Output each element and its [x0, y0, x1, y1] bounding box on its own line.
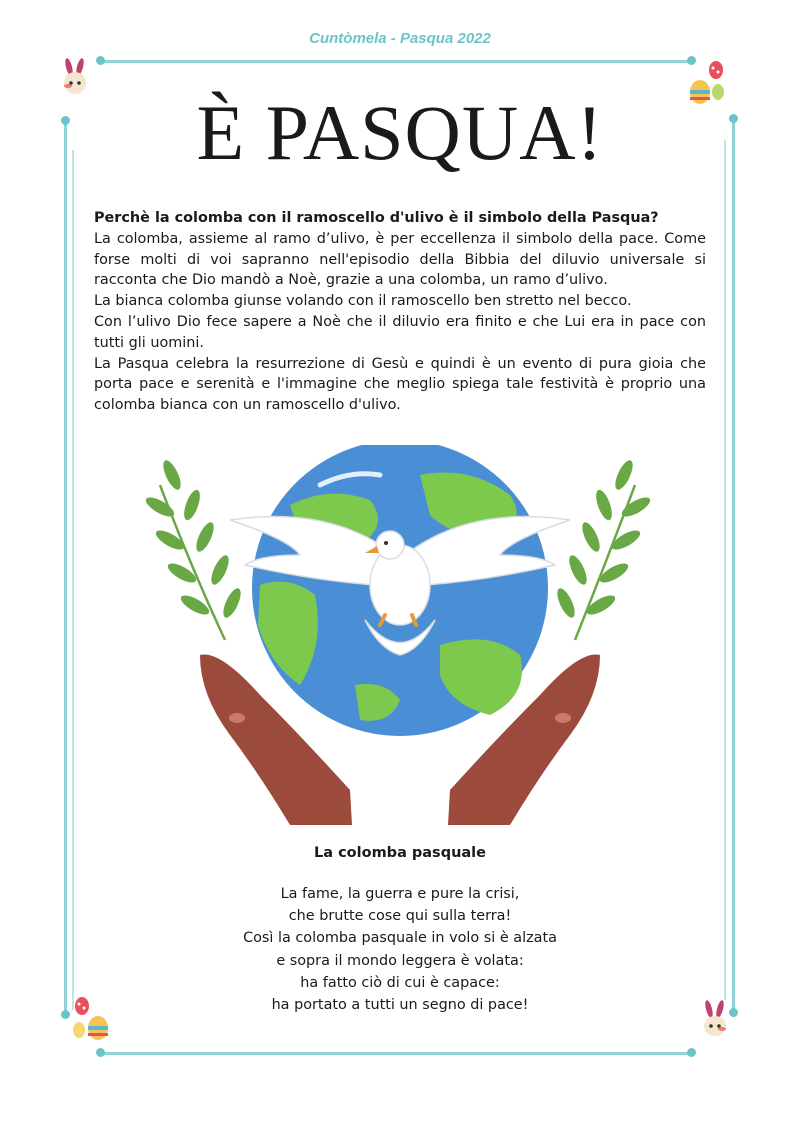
poem-line: ha portato a tutti un segno di pace! [271, 997, 529, 1014]
poem-line: ha fatto ciò di cui è capace: [300, 974, 500, 991]
page-title: È PASQUA! [196, 89, 604, 176]
poem [0, 883, 800, 1016]
poem-line: che brutte cose qui sulla terra! [288, 908, 512, 925]
header-brand: Cuntòmela - Pasqua 2022 [309, 30, 491, 47]
intro-text [94, 208, 706, 416]
poem-line: e sopra il mondo leggera è volata: [276, 952, 524, 969]
poem-line: Così la colomba pasquale in volo si è alzata [243, 930, 557, 947]
intro-paragraph: Con l’ulivo Dio fece sapere a Noè che il diluvio era finito e che Lui era in pace con tutti gli uomini. [94, 313, 706, 351]
dove-earth-hands-illustration [140, 445, 660, 825]
poem-line: La fame, la guerra e pure la crisi, [280, 886, 520, 902]
intro-question: Perchè la colomba con il ramoscello d'ulivo è il simbolo della Pasqua? [94, 210, 659, 226]
intro-paragraph: La colomba, assieme al ramo d’ulivo, è per eccellenza il simbolo della pace. Come forse molti di voi sapranno nell'episodio della Bibbia del diluvio universale si racconta che Dio mandò a Noè, grazie a una colomba, un ramo d’ulivo. [94, 230, 706, 289]
olive-branch-left-icon [143, 458, 244, 640]
intro-paragraph: La Pasqua celebra la resurrezione di Gesù e quindi è un evento di pura gioia che porta pace e serenità e l'immagine che meglio spiega tale festività è proprio una colomba bianca con un ramoscello d'ulivo. [94, 355, 706, 414]
poem-title: La colomba pasquale [314, 845, 486, 861]
intro-paragraph: La bianca colomba giunse volando con il ramoscello ben stretto nel becco. [94, 293, 632, 310]
olive-branch-right-icon [554, 458, 653, 640]
